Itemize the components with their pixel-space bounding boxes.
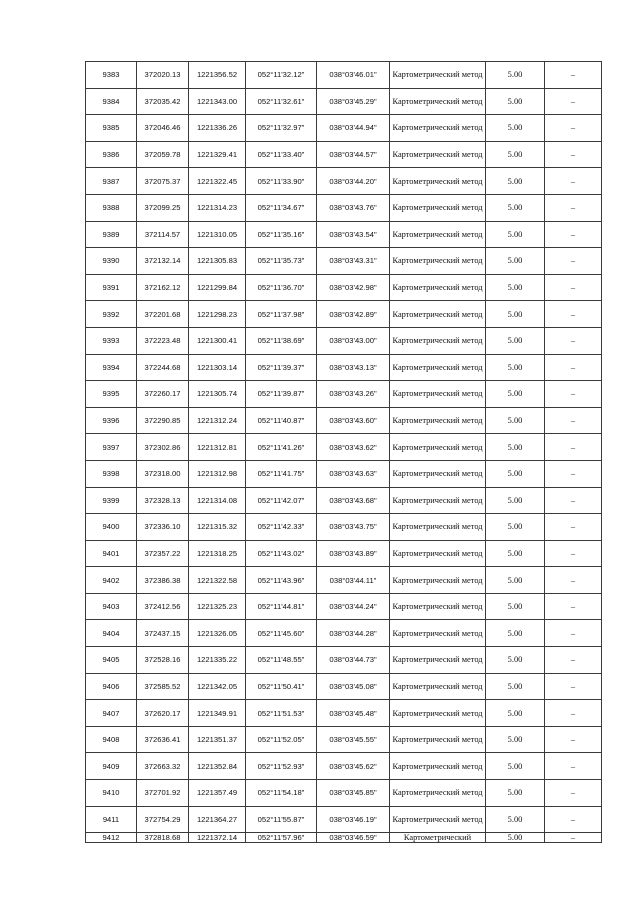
table-row: [86, 168, 602, 195]
latitude-cell: 052°11'42.07": [246, 487, 317, 514]
description-cell: –: [545, 700, 602, 727]
y-coordinate-cell: 1221349.91: [189, 700, 246, 727]
method-cell: Картометрический метод: [390, 514, 486, 541]
y-coordinate-cell: 1221303.14: [189, 354, 246, 381]
accuracy-cell: 5.00: [486, 700, 545, 727]
latitude-cell: 052°11'37.98": [246, 301, 317, 328]
table-row: [86, 487, 602, 514]
longitude-cell: 038°03'43.60": [317, 407, 390, 434]
y-coordinate-cell: 1221312.81: [189, 434, 246, 461]
longitude-cell: 038°03'43.26": [317, 381, 390, 408]
point-number-cell: 9408: [86, 726, 137, 753]
description-cell: –: [545, 194, 602, 221]
latitude-cell: 052°11'57.96": [246, 833, 317, 843]
y-coordinate-cell: 1221312.24: [189, 407, 246, 434]
accuracy-cell: 5.00: [486, 593, 545, 620]
method-cell: Картометрический метод: [390, 460, 486, 487]
x-coordinate-cell: 372528.16: [137, 647, 189, 674]
accuracy-cell: 5.00: [486, 381, 545, 408]
longitude-cell: 038°03'43.89": [317, 540, 390, 567]
longitude-cell: 038°03'44.57": [317, 141, 390, 168]
accuracy-cell: 5.00: [486, 88, 545, 115]
table-row: [86, 540, 602, 567]
latitude-cell: 052°11'40.87": [246, 407, 317, 434]
y-coordinate-cell: 1221364.27: [189, 806, 246, 833]
longitude-cell: 038°03'43.75": [317, 514, 390, 541]
table-row: [86, 301, 602, 328]
point-number-cell: 9383: [86, 62, 137, 89]
x-coordinate-cell: 372302.86: [137, 434, 189, 461]
y-coordinate-cell: 1221314.23: [189, 194, 246, 221]
point-number-cell: 9402: [86, 567, 137, 594]
y-coordinate-cell: 1221351.37: [189, 726, 246, 753]
accuracy-cell: 5.00: [486, 753, 545, 780]
point-number-cell: 9386: [86, 141, 137, 168]
longitude-cell: 038°03'44.73": [317, 647, 390, 674]
method-cell: Картометрический метод: [390, 248, 486, 275]
longitude-cell: 038°03'43.62": [317, 434, 390, 461]
x-coordinate-cell: 372328.13: [137, 487, 189, 514]
latitude-cell: 052°11'32.61": [246, 88, 317, 115]
point-number-cell: 9404: [86, 620, 137, 647]
accuracy-cell: 5.00: [486, 248, 545, 275]
accuracy-cell: 5.00: [486, 647, 545, 674]
method-cell: Картометрический метод: [390, 194, 486, 221]
accuracy-cell: 5.00: [486, 301, 545, 328]
accuracy-cell: 5.00: [486, 221, 545, 248]
description-cell: –: [545, 833, 602, 843]
table-row: [86, 673, 602, 700]
y-coordinate-cell: 1221357.49: [189, 780, 246, 807]
method-cell: Картометрический метод: [390, 88, 486, 115]
description-cell: –: [545, 141, 602, 168]
table-row: [86, 141, 602, 168]
method-cell: Картометрический метод: [390, 620, 486, 647]
description-cell: –: [545, 460, 602, 487]
table-row: [86, 647, 602, 674]
latitude-cell: 052°11'35.73": [246, 248, 317, 275]
x-coordinate-cell: 372020.13: [137, 62, 189, 89]
description-cell: –: [545, 62, 602, 89]
point-number-cell: 9398: [86, 460, 137, 487]
longitude-cell: 038°03'42.98": [317, 274, 390, 301]
longitude-cell: 038°03'45.62": [317, 753, 390, 780]
longitude-cell: 038°03'44.28": [317, 620, 390, 647]
latitude-cell: 052°11'50.41": [246, 673, 317, 700]
point-number-cell: 9397: [86, 434, 137, 461]
description-cell: –: [545, 221, 602, 248]
description-cell: –: [545, 115, 602, 142]
longitude-cell: 038°03'42.89": [317, 301, 390, 328]
table-row: [86, 700, 602, 727]
description-cell: –: [545, 593, 602, 620]
x-coordinate-cell: 372260.17: [137, 381, 189, 408]
y-coordinate-cell: 1221322.58: [189, 567, 246, 594]
y-coordinate-cell: 1221318.25: [189, 540, 246, 567]
description-cell: –: [545, 726, 602, 753]
y-coordinate-cell: 1221356.52: [189, 62, 246, 89]
method-cell: Картометрический метод: [390, 221, 486, 248]
x-coordinate-cell: 372114.57: [137, 221, 189, 248]
method-cell: Картометрический метод: [390, 487, 486, 514]
method-cell: Картометрический метод: [390, 700, 486, 727]
accuracy-cell: 5.00: [486, 833, 545, 843]
x-coordinate-cell: 372223.48: [137, 327, 189, 354]
point-number-cell: 9410: [86, 780, 137, 807]
longitude-cell: 038°03'44.24": [317, 593, 390, 620]
point-number-cell: 9407: [86, 700, 137, 727]
point-number-cell: 9396: [86, 407, 137, 434]
table-row: [86, 726, 602, 753]
x-coordinate-cell: 372412.56: [137, 593, 189, 620]
accuracy-cell: 5.00: [486, 540, 545, 567]
table-row: [86, 115, 602, 142]
latitude-cell: 052°11'38.69": [246, 327, 317, 354]
method-cell: Картометрический метод: [390, 673, 486, 700]
method-cell: Картометрический метод: [390, 593, 486, 620]
longitude-cell: 038°03'43.00": [317, 327, 390, 354]
latitude-cell: 052°11'32.97": [246, 115, 317, 142]
method-cell: Картометрический метод: [390, 115, 486, 142]
method-cell: Картометрический метод: [390, 327, 486, 354]
description-cell: –: [545, 647, 602, 674]
description-cell: –: [545, 540, 602, 567]
latitude-cell: 052°11'39.37": [246, 354, 317, 381]
table-row: [86, 327, 602, 354]
table-row: [86, 593, 602, 620]
point-number-cell: 9387: [86, 168, 137, 195]
point-number-cell: 9411: [86, 806, 137, 833]
point-number-cell: 9392: [86, 301, 137, 328]
description-cell: –: [545, 487, 602, 514]
longitude-cell: 038°03'45.85": [317, 780, 390, 807]
method-cell: Картометрический: [390, 833, 486, 843]
table-row: [86, 407, 602, 434]
accuracy-cell: 5.00: [486, 620, 545, 647]
description-cell: –: [545, 381, 602, 408]
table-row: [86, 780, 602, 807]
accuracy-cell: 5.00: [486, 514, 545, 541]
point-number-cell: 9406: [86, 673, 137, 700]
y-coordinate-cell: 1221372.14: [189, 833, 246, 843]
point-number-cell: 9412: [86, 833, 137, 843]
point-number-cell: 9403: [86, 593, 137, 620]
description-cell: –: [545, 88, 602, 115]
accuracy-cell: 5.00: [486, 726, 545, 753]
description-cell: –: [545, 673, 602, 700]
accuracy-cell: 5.00: [486, 115, 545, 142]
method-cell: Картометрический метод: [390, 141, 486, 168]
latitude-cell: 052°11'41.26": [246, 434, 317, 461]
y-coordinate-cell: 1221325.23: [189, 593, 246, 620]
longitude-cell: 038°03'46.19": [317, 806, 390, 833]
table-row: [86, 434, 602, 461]
table-body: [86, 62, 602, 843]
x-coordinate-cell: 372754.29: [137, 806, 189, 833]
y-coordinate-cell: 1221352.84: [189, 753, 246, 780]
x-coordinate-cell: 372663.32: [137, 753, 189, 780]
point-number-cell: 9401: [86, 540, 137, 567]
longitude-cell: 038°03'46.01": [317, 62, 390, 89]
point-number-cell: 9388: [86, 194, 137, 221]
latitude-cell: 052°11'43.02": [246, 540, 317, 567]
longitude-cell: 038°03'43.31": [317, 248, 390, 275]
latitude-cell: 052°11'55.87": [246, 806, 317, 833]
latitude-cell: 052°11'48.55": [246, 647, 317, 674]
longitude-cell: 038°03'44.94": [317, 115, 390, 142]
x-coordinate-cell: 372336.10: [137, 514, 189, 541]
description-cell: –: [545, 620, 602, 647]
accuracy-cell: 5.00: [486, 62, 545, 89]
x-coordinate-cell: 372357.22: [137, 540, 189, 567]
longitude-cell: 038°03'43.63": [317, 460, 390, 487]
latitude-cell: 052°11'52.93": [246, 753, 317, 780]
table-row: [86, 88, 602, 115]
x-coordinate-cell: 372201.68: [137, 301, 189, 328]
latitude-cell: 052°11'32.12": [246, 62, 317, 89]
longitude-cell: 038°03'45.29": [317, 88, 390, 115]
y-coordinate-cell: 1221335.22: [189, 647, 246, 674]
method-cell: Картометрический метод: [390, 301, 486, 328]
latitude-cell: 052°11'39.87": [246, 381, 317, 408]
table-row: [86, 567, 602, 594]
x-coordinate-cell: 372046.46: [137, 115, 189, 142]
x-coordinate-cell: 372035.42: [137, 88, 189, 115]
y-coordinate-cell: 1221315.32: [189, 514, 246, 541]
longitude-cell: 038°03'43.54": [317, 221, 390, 248]
method-cell: Картометрический метод: [390, 434, 486, 461]
longitude-cell: 038°03'44.20": [317, 168, 390, 195]
point-number-cell: 9394: [86, 354, 137, 381]
accuracy-cell: 5.00: [486, 673, 545, 700]
description-cell: –: [545, 434, 602, 461]
x-coordinate-cell: 372818.68: [137, 833, 189, 843]
point-number-cell: 9385: [86, 115, 137, 142]
y-coordinate-cell: 1221343.00: [189, 88, 246, 115]
latitude-cell: 052°11'42.33": [246, 514, 317, 541]
accuracy-cell: 5.00: [486, 567, 545, 594]
y-coordinate-cell: 1221342.05: [189, 673, 246, 700]
longitude-cell: 038°03'45.48": [317, 700, 390, 727]
method-cell: Картометрический метод: [390, 647, 486, 674]
method-cell: Картометрический метод: [390, 168, 486, 195]
table-row: [86, 194, 602, 221]
accuracy-cell: 5.00: [486, 460, 545, 487]
y-coordinate-cell: 1221329.41: [189, 141, 246, 168]
y-coordinate-cell: 1221322.45: [189, 168, 246, 195]
x-coordinate-cell: 372318.00: [137, 460, 189, 487]
description-cell: –: [545, 806, 602, 833]
x-coordinate-cell: 372290.85: [137, 407, 189, 434]
latitude-cell: 052°11'52.05": [246, 726, 317, 753]
accuracy-cell: 5.00: [486, 434, 545, 461]
point-number-cell: 9405: [86, 647, 137, 674]
description-cell: –: [545, 168, 602, 195]
accuracy-cell: 5.00: [486, 168, 545, 195]
latitude-cell: 052°11'45.60": [246, 620, 317, 647]
latitude-cell: 052°11'54.18": [246, 780, 317, 807]
y-coordinate-cell: 1221326.05: [189, 620, 246, 647]
y-coordinate-cell: 1221310.05: [189, 221, 246, 248]
description-cell: –: [545, 514, 602, 541]
x-coordinate-cell: 372244.68: [137, 354, 189, 381]
description-cell: –: [545, 274, 602, 301]
y-coordinate-cell: 1221298.23: [189, 301, 246, 328]
latitude-cell: 052°11'34.67": [246, 194, 317, 221]
table-row: [86, 354, 602, 381]
x-coordinate-cell: 372701.92: [137, 780, 189, 807]
longitude-cell: 038°03'43.13": [317, 354, 390, 381]
point-number-cell: 9391: [86, 274, 137, 301]
accuracy-cell: 5.00: [486, 407, 545, 434]
latitude-cell: 052°11'35.16": [246, 221, 317, 248]
table-row: [86, 514, 602, 541]
table-row: [86, 248, 602, 275]
point-number-cell: 9389: [86, 221, 137, 248]
method-cell: Картометрический метод: [390, 567, 486, 594]
latitude-cell: 052°11'51.53": [246, 700, 317, 727]
table-row: [86, 460, 602, 487]
method-cell: Картометрический метод: [390, 274, 486, 301]
coordinates-table: [85, 61, 602, 843]
description-cell: –: [545, 354, 602, 381]
description-cell: –: [545, 753, 602, 780]
point-number-cell: 9399: [86, 487, 137, 514]
x-coordinate-cell: 372585.52: [137, 673, 189, 700]
longitude-cell: 038°03'44.11": [317, 567, 390, 594]
y-coordinate-cell: 1221299.84: [189, 274, 246, 301]
x-coordinate-cell: 372437.15: [137, 620, 189, 647]
accuracy-cell: 5.00: [486, 354, 545, 381]
accuracy-cell: 5.00: [486, 327, 545, 354]
accuracy-cell: 5.00: [486, 141, 545, 168]
description-cell: –: [545, 301, 602, 328]
table-row: [86, 274, 602, 301]
description-cell: –: [545, 567, 602, 594]
x-coordinate-cell: 372162.12: [137, 274, 189, 301]
longitude-cell: 038°03'43.76": [317, 194, 390, 221]
point-number-cell: 9393: [86, 327, 137, 354]
longitude-cell: 038°03'45.55": [317, 726, 390, 753]
table-row: [86, 381, 602, 408]
longitude-cell: 038°03'46.59": [317, 833, 390, 843]
x-coordinate-cell: 372620.17: [137, 700, 189, 727]
latitude-cell: 052°11'33.90": [246, 168, 317, 195]
longitude-cell: 038°03'45.08": [317, 673, 390, 700]
x-coordinate-cell: 372386.38: [137, 567, 189, 594]
table-row: [86, 620, 602, 647]
method-cell: Картометрический метод: [390, 407, 486, 434]
latitude-cell: 052°11'41.75": [246, 460, 317, 487]
latitude-cell: 052°11'36.70": [246, 274, 317, 301]
table-row: [86, 753, 602, 780]
description-cell: –: [545, 407, 602, 434]
point-number-cell: 9384: [86, 88, 137, 115]
description-cell: –: [545, 327, 602, 354]
table-row: [86, 833, 602, 843]
method-cell: Картометрический метод: [390, 806, 486, 833]
point-number-cell: 9395: [86, 381, 137, 408]
y-coordinate-cell: 1221336.26: [189, 115, 246, 142]
accuracy-cell: 5.00: [486, 806, 545, 833]
x-coordinate-cell: 372075.37: [137, 168, 189, 195]
method-cell: Картометрический метод: [390, 726, 486, 753]
y-coordinate-cell: 1221314.08: [189, 487, 246, 514]
table-row: [86, 221, 602, 248]
x-coordinate-cell: 372099.25: [137, 194, 189, 221]
longitude-cell: 038°03'43.68": [317, 487, 390, 514]
y-coordinate-cell: 1221312.98: [189, 460, 246, 487]
method-cell: Картометрический метод: [390, 62, 486, 89]
table-row: [86, 62, 602, 89]
x-coordinate-cell: 372132.14: [137, 248, 189, 275]
y-coordinate-cell: 1221305.74: [189, 381, 246, 408]
method-cell: Картометрический метод: [390, 780, 486, 807]
latitude-cell: 052°11'33.40": [246, 141, 317, 168]
method-cell: Картометрический метод: [390, 381, 486, 408]
table-row: [86, 806, 602, 833]
y-coordinate-cell: 1221305.83: [189, 248, 246, 275]
description-cell: –: [545, 248, 602, 275]
accuracy-cell: 5.00: [486, 274, 545, 301]
accuracy-cell: 5.00: [486, 194, 545, 221]
method-cell: Картометрический метод: [390, 753, 486, 780]
description-cell: –: [545, 780, 602, 807]
point-number-cell: 9409: [86, 753, 137, 780]
method-cell: Картометрический метод: [390, 354, 486, 381]
latitude-cell: 052°11'43.96": [246, 567, 317, 594]
method-cell: Картометрический метод: [390, 540, 486, 567]
x-coordinate-cell: 372059.78: [137, 141, 189, 168]
point-number-cell: 9400: [86, 514, 137, 541]
accuracy-cell: 5.00: [486, 780, 545, 807]
y-coordinate-cell: 1221300.41: [189, 327, 246, 354]
x-coordinate-cell: 372636.41: [137, 726, 189, 753]
accuracy-cell: 5.00: [486, 487, 545, 514]
latitude-cell: 052°11'44.81": [246, 593, 317, 620]
point-number-cell: 9390: [86, 248, 137, 275]
